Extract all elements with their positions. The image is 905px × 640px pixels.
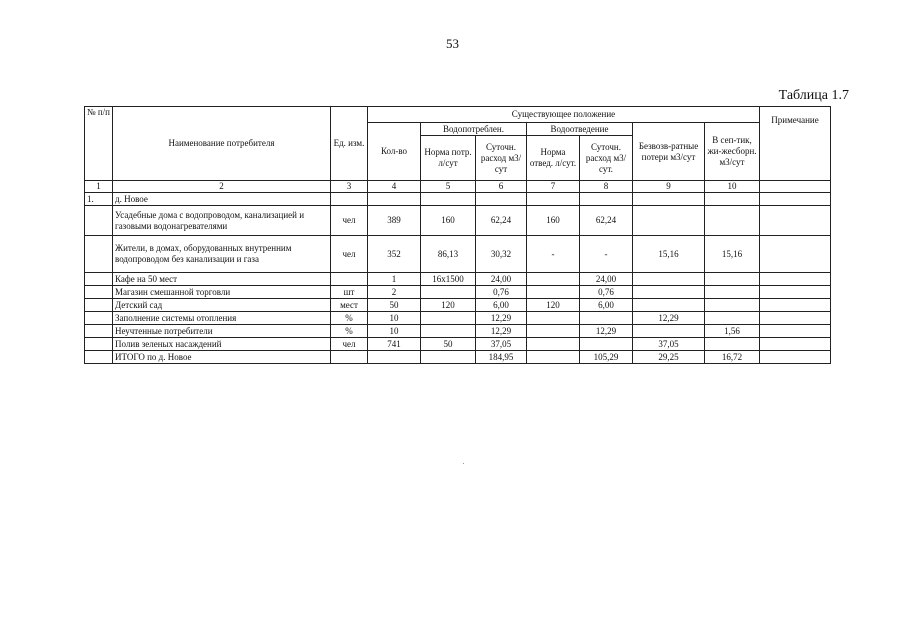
losses-cell: [633, 286, 705, 299]
losses-cell: 37,05: [633, 338, 705, 351]
qty-cell: 741: [368, 338, 421, 351]
consumer-name: Детский сад: [113, 299, 331, 312]
norm-consumption-cell: 120: [421, 299, 476, 312]
daily-consumption-cell: 12,29: [476, 312, 527, 325]
daily-disposal-cell: [580, 312, 633, 325]
table-row: [85, 236, 831, 273]
consumer-name: ИТОГО по д. Новое: [113, 351, 331, 364]
norm-disposal-cell: [527, 273, 580, 286]
qty-cell: 50: [368, 299, 421, 312]
header-norm-consumption: Норма потр. л/сут: [421, 136, 476, 181]
unit-cell: мест: [331, 299, 368, 312]
qty-cell: [368, 351, 421, 364]
norm-disposal-cell: [527, 286, 580, 299]
norm-consumption-cell: 50: [421, 338, 476, 351]
norm-disposal-cell: 160: [527, 206, 580, 236]
losses-cell: 15,16: [633, 236, 705, 273]
daily-disposal-cell: 6,00: [580, 299, 633, 312]
col-number: 2: [113, 181, 331, 193]
daily-disposal-cell: 62,24: [580, 206, 633, 236]
note-cell: [760, 206, 831, 236]
daily-consumption-cell: 24,00: [476, 273, 527, 286]
losses-cell: [633, 273, 705, 286]
norm-consumption-cell: [421, 325, 476, 338]
note-cell: [760, 325, 831, 338]
table-row: [85, 338, 831, 351]
unit-cell: [331, 351, 368, 364]
col-number: 6: [476, 181, 527, 193]
table-row: [85, 299, 831, 312]
note-cell: [760, 236, 831, 273]
col-number: 3: [331, 181, 368, 193]
unit-cell: чел: [331, 206, 368, 236]
unit-cell: чел: [331, 236, 368, 273]
septic-cell: 16,72: [705, 351, 760, 364]
consumer-name: Неучтенные потребители: [113, 325, 331, 338]
norm-consumption-cell: 86,13: [421, 236, 476, 273]
daily-consumption-cell: 6,00: [476, 299, 527, 312]
consumer-name: Заполнение системы отопления: [113, 312, 331, 325]
norm-disposal-cell: [527, 338, 580, 351]
norm-disposal-cell: [527, 325, 580, 338]
col-number: 7: [527, 181, 580, 193]
consumer-name: Усадебные дома с водопроводом, канализацией и газовыми водонагревателями: [113, 206, 331, 236]
note-cell: [760, 299, 831, 312]
header-norm-disposal: Норма отвед. л/сут.: [527, 136, 580, 181]
daily-disposal-cell: [580, 338, 633, 351]
page-number: 53: [446, 36, 459, 51]
col-number: 8: [580, 181, 633, 193]
consumer-name: Жители, в домах, оборудованных внутренним водопроводом без канализации и газа: [113, 236, 331, 273]
unit-cell: шт: [331, 286, 368, 299]
section-name: д. Новое: [113, 193, 331, 206]
table-row: [85, 206, 831, 236]
losses-cell: [633, 325, 705, 338]
daily-consumption-cell: 0,76: [476, 286, 527, 299]
total-row: [85, 351, 831, 364]
unit-cell: %: [331, 325, 368, 338]
header-daily-consumption: Суточн. расход м3/сут: [476, 136, 527, 181]
header-disposal: Водоотведение: [527, 123, 633, 136]
col-number: 5: [421, 181, 476, 193]
septic-cell: [705, 206, 760, 236]
septic-cell: 1,56: [705, 325, 760, 338]
losses-cell: 29,25: [633, 351, 705, 364]
header-name: Наименование потребителя: [113, 107, 331, 181]
note-cell: [760, 338, 831, 351]
header-consumption: Водопотреблен.: [421, 123, 527, 136]
septic-cell: [705, 338, 760, 351]
daily-consumption-cell: 37,05: [476, 338, 527, 351]
unit-cell: чел: [331, 338, 368, 351]
col-number: 9: [633, 181, 705, 193]
header-unit: Ед. изм.: [331, 107, 368, 181]
losses-cell: [633, 299, 705, 312]
septic-cell: [705, 299, 760, 312]
qty-cell: 10: [368, 325, 421, 338]
daily-disposal-cell: 0,76: [580, 286, 633, 299]
note-cell: [760, 351, 831, 364]
norm-disposal-cell: [527, 312, 580, 325]
daily-disposal-cell: -: [580, 236, 633, 273]
col-number: 1: [85, 181, 113, 193]
septic-cell: [705, 312, 760, 325]
daily-disposal-cell: 12,29: [580, 325, 633, 338]
daily-consumption-cell: 30,32: [476, 236, 527, 273]
scan-speck: [463, 463, 464, 464]
table-caption: Таблица 1.7: [778, 88, 849, 103]
column-numbers-row: [85, 181, 831, 193]
norm-disposal-cell: -: [527, 236, 580, 273]
daily-consumption-cell: 62,24: [476, 206, 527, 236]
septic-cell: [705, 273, 760, 286]
losses-cell: 12,29: [633, 312, 705, 325]
septic-cell: 15,16: [705, 236, 760, 273]
norm-disposal-cell: [527, 351, 580, 364]
losses-cell: [633, 206, 705, 236]
note-cell: [760, 286, 831, 299]
col-number-empty: [760, 181, 831, 193]
consumer-name: Полив зеленых насаждений: [113, 338, 331, 351]
water-consumption-table: [84, 106, 831, 364]
note-cell: [760, 312, 831, 325]
norm-consumption-cell: 160: [421, 206, 476, 236]
consumer-name: Кафе на 50 мест: [113, 273, 331, 286]
table-row: [85, 325, 831, 338]
daily-consumption-cell: 184,95: [476, 351, 527, 364]
col-number: 10: [705, 181, 760, 193]
daily-disposal-cell: 105,29: [580, 351, 633, 364]
header-septic: В сеп-тик, жи-жесборн. м3/сут: [705, 123, 760, 181]
unit-cell: %: [331, 312, 368, 325]
table-row: [85, 273, 831, 286]
section-number: 1.: [85, 193, 113, 206]
qty-cell: 10: [368, 312, 421, 325]
header-daily-disposal: Суточн. расход м3/сут.: [580, 136, 633, 181]
header-qty: Кол-во: [368, 123, 421, 181]
section-row: [85, 193, 831, 206]
norm-consumption-cell: [421, 286, 476, 299]
qty-cell: 352: [368, 236, 421, 273]
header-existing: Существующее положение: [368, 107, 760, 123]
table-row: [85, 286, 831, 299]
norm-consumption-cell: 16x1500: [421, 273, 476, 286]
consumer-name: Магазин смешанной торговли: [113, 286, 331, 299]
note-cell: [760, 273, 831, 286]
qty-cell: 389: [368, 206, 421, 236]
col-number: 4: [368, 181, 421, 193]
norm-consumption-cell: [421, 351, 476, 364]
header-no: № п/п: [85, 107, 113, 181]
norm-consumption-cell: [421, 312, 476, 325]
table-row: [85, 312, 831, 325]
qty-cell: 2: [368, 286, 421, 299]
septic-cell: [705, 286, 760, 299]
qty-cell: 1: [368, 273, 421, 286]
norm-disposal-cell: 120: [527, 299, 580, 312]
header-irretrievable-losses: Безвозв-ратные потери м3/сут: [633, 123, 705, 181]
daily-consumption-cell: 12,29: [476, 325, 527, 338]
daily-disposal-cell: 24,00: [580, 273, 633, 286]
header-note: Примечание: [760, 107, 831, 181]
unit-cell: [331, 273, 368, 286]
